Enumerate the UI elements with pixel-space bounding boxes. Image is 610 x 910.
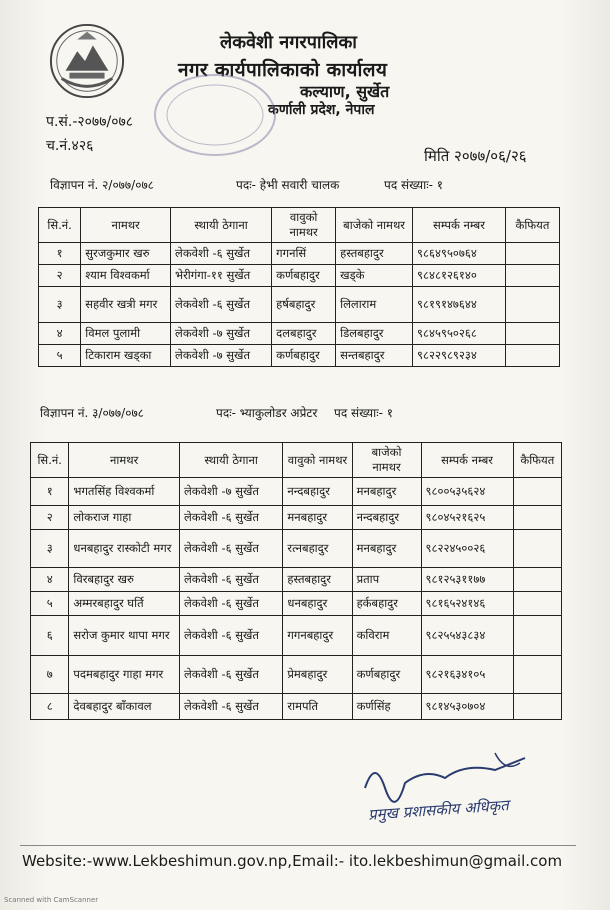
table-header-row <box>31 443 562 478</box>
cell-father: रामपति <box>283 694 352 720</box>
table-row <box>31 506 562 530</box>
province-name: कर्णाली प्रदेश, नेपाल <box>268 102 375 118</box>
ad1-number: विज्ञापन नं. २/०७७/०७८ <box>50 178 154 192</box>
cell-contact: ९८१९१४७६४४ <box>413 287 506 323</box>
cell-father: दलबहादुर <box>272 323 336 345</box>
cell-father: मनबहादुर <box>283 506 352 530</box>
cell-grandfather: कविराम <box>352 616 421 656</box>
cell-remarks <box>505 323 559 345</box>
cell-name: पदमबहादुर गाहा मगर <box>69 656 180 694</box>
cell-address: लेकवेशी -६ सुर्खेत <box>179 694 282 720</box>
cell-sn: ६ <box>31 616 69 656</box>
signatory-title: प्रमुख प्रशासकीय अधिकृत <box>367 796 510 824</box>
cell-remarks <box>505 243 559 265</box>
header-address: स्थायी ठेगाना <box>179 443 282 478</box>
cell-name: देवबहादुर बाँकावल <box>69 694 180 720</box>
cell-contact: ९८२५५४३८३४ <box>421 616 513 656</box>
table-row <box>31 656 562 694</box>
cell-contact: ९८४५९५०२६८ <box>413 323 506 345</box>
footer-divider <box>20 845 576 846</box>
ad1-post: पदः- हेभी सवारी चालक <box>236 178 340 192</box>
cell-grandfather: हर्कबहादुर <box>352 592 421 616</box>
office-stamp <box>150 70 280 160</box>
cell-address: लेकवेशी -६ सुर्खेत <box>179 592 282 616</box>
header-address: स्थायी ठेगाना <box>171 208 272 243</box>
cell-grandfather: मनबहादुर <box>352 530 421 568</box>
cell-name: टिकाराम खड्का <box>81 345 171 367</box>
cell-grandfather: खड्के <box>336 265 413 287</box>
cell-father: प्रेमबहादुर <box>283 656 352 694</box>
cell-contact: ९८००५३५६२४ <box>421 478 513 506</box>
cell-name: श्याम विश्वकर्मा <box>81 265 171 287</box>
ad2-count: पद संख्याः- १ <box>334 406 394 420</box>
cell-father: कर्णबहादुर <box>272 345 336 367</box>
header-father: वावुको नामथर <box>272 208 336 243</box>
cell-remarks <box>513 478 561 506</box>
document-date: मिति २०७७/०६/२६ <box>424 147 527 165</box>
cell-contact: ९८२२९८९२३४ <box>413 345 506 367</box>
cell-sn: २ <box>39 265 81 287</box>
candidates-table-2 <box>30 442 562 720</box>
cell-remarks <box>513 592 561 616</box>
table-header-row <box>39 208 560 243</box>
nepal-emblem-icon <box>48 22 126 100</box>
cell-contact: ९८६४९५०७६४ <box>413 243 506 265</box>
cell-sn: २ <box>31 506 69 530</box>
office-name: नगर कार्यपालिकाको कार्यालय <box>178 59 388 81</box>
cell-grandfather: मनबहादुर <box>352 478 421 506</box>
cell-contact: ९८२२४५००२६ <box>421 530 513 568</box>
table-row <box>31 694 562 720</box>
cell-grandfather: कर्णसिंह <box>352 694 421 720</box>
table-row <box>31 530 562 568</box>
cell-contact: ९८१४५३०७०४ <box>421 694 513 720</box>
cell-name: सुरजकुमार खरु <box>81 243 171 265</box>
cell-sn: १ <box>39 243 81 265</box>
table-row <box>39 287 560 323</box>
cell-address: भेरीगंगा-११ सुर्खेत <box>171 265 272 287</box>
cell-contact: ९८४८१२६१४० <box>413 265 506 287</box>
cell-name: भगतसिंह विश्वकर्मा <box>69 478 180 506</box>
cell-sn: ४ <box>39 323 81 345</box>
table-row <box>39 265 560 287</box>
ad2-post: पदः- भ्याकुलोडर अप्रेटर <box>216 406 318 420</box>
cell-address: लेकवेशी -६ सुर्खेत <box>179 656 282 694</box>
table-row <box>39 243 560 265</box>
header-contact: सम्पर्क नम्बर <box>413 208 506 243</box>
header-grandfather: बाजेको नामथर <box>336 208 413 243</box>
cell-address: लेकवेशी -६ सुर्खेत <box>179 568 282 592</box>
cell-address: लेकवेशी -७ सुर्खेत <box>171 323 272 345</box>
cell-address: लेकवेशी -६ सुर्खेत <box>171 243 272 265</box>
cell-sn: ८ <box>31 694 69 720</box>
cell-remarks <box>513 568 561 592</box>
cell-address: लेकवेशी -६ सुर्खेत <box>179 506 282 530</box>
website-email-footer: Website:-www.Lekbeshimun.gov.np,Email:- ito.lekbeshimun@gmail.com <box>22 852 563 870</box>
cell-father: रत्नबहादुर <box>283 530 352 568</box>
header-name: नामथर <box>81 208 171 243</box>
cell-remarks <box>505 345 559 367</box>
cell-sn: ५ <box>39 345 81 367</box>
signature-mark <box>345 748 545 838</box>
header-remarks: कैफियत <box>505 208 559 243</box>
cell-remarks <box>513 506 561 530</box>
cell-father: गगनसिं <box>272 243 336 265</box>
cell-name: सरोज कुमार थापा मगर <box>69 616 180 656</box>
table-row <box>39 323 560 345</box>
scanner-watermark: Scanned with CamScanner <box>4 896 99 904</box>
header-sn: सि.नं. <box>31 443 69 478</box>
cell-grandfather: नन्दबहादुर <box>352 506 421 530</box>
table-row <box>31 568 562 592</box>
cell-sn: ५ <box>31 592 69 616</box>
cell-contact: ९८०४५२१६२५ <box>421 506 513 530</box>
ad1-count: पद संख्याः- १ <box>384 178 444 192</box>
cell-name: लोकराज गाहा <box>69 506 180 530</box>
cell-sn: ३ <box>39 287 81 323</box>
table-row <box>39 345 560 367</box>
ad2-number: विज्ञापन नं. ३/०७७/०७८ <box>40 406 144 420</box>
cell-name: सहवीर खत्री मगर <box>81 287 171 323</box>
cell-address: लेकवेशी -६ सुर्खेत <box>179 616 282 656</box>
cell-remarks <box>513 656 561 694</box>
cell-sn: ४ <box>31 568 69 592</box>
reference-number: प.सं.-२०७७/०७८ <box>46 114 134 130</box>
cell-address: लेकवेशी -७ सुर्खेत <box>171 345 272 367</box>
cell-grandfather: हस्तबहादुर <box>336 243 413 265</box>
cell-name: अम्मरबहादुर घर्ति <box>69 592 180 616</box>
office-location: कल्याण, सुर्खेत <box>300 82 390 101</box>
cell-contact: ९८१२५३११७७ <box>421 568 513 592</box>
header-contact: सम्पर्क नम्बर <box>421 443 513 478</box>
header-sn: सि.नं. <box>39 208 81 243</box>
cell-contact: ९८१६५२४१४६ <box>421 592 513 616</box>
cell-sn: ७ <box>31 656 69 694</box>
cell-remarks <box>513 694 561 720</box>
candidates-table-1 <box>38 207 560 367</box>
cell-father: गगनबहादुर <box>283 616 352 656</box>
table-row <box>31 616 562 656</box>
cell-father: धनबहादुर <box>283 592 352 616</box>
cell-father: कर्णबहादुर <box>272 265 336 287</box>
header-grandfather: बाजेको नामथर <box>352 443 421 478</box>
cell-sn: ३ <box>31 530 69 568</box>
header-remarks: कैफियत <box>513 443 561 478</box>
cell-address: लेकवेशी -६ सुर्खेत <box>179 530 282 568</box>
cell-name: धनबहादुर रास्कोटी मगर <box>69 530 180 568</box>
municipality-name: लेकवेशी नगरपालिका <box>220 32 357 53</box>
cell-father: हर्षबहादुर <box>272 287 336 323</box>
cell-remarks <box>513 530 561 568</box>
cell-remarks <box>505 265 559 287</box>
header-name: नामथर <box>69 443 180 478</box>
cell-sn: १ <box>31 478 69 506</box>
cell-remarks <box>505 287 559 323</box>
table-row <box>31 592 562 616</box>
cell-grandfather: डिलबहादुर <box>336 323 413 345</box>
header-father: वावुको नामथर <box>283 443 352 478</box>
cell-name: विरबहादुर खरु <box>69 568 180 592</box>
cell-name: विमल पुलामी <box>81 323 171 345</box>
cell-address: लेकवेशी -७ सुर्खेत <box>179 478 282 506</box>
dispatch-number: च.नं.४२६ <box>46 138 94 154</box>
cell-grandfather: लिलाराम <box>336 287 413 323</box>
cell-grandfather: प्रताप <box>352 568 421 592</box>
table-row <box>31 478 562 506</box>
cell-grandfather: सन्तबहादुर <box>336 345 413 367</box>
cell-father: नन्दबहादुर <box>283 478 352 506</box>
cell-address: लेकवेशी -६ सुर्खेत <box>171 287 272 323</box>
cell-father: हस्तबहादुर <box>283 568 352 592</box>
cell-contact: ९८२१६३४१०५ <box>421 656 513 694</box>
cell-remarks <box>513 616 561 656</box>
cell-grandfather: कर्णबहादुर <box>352 656 421 694</box>
